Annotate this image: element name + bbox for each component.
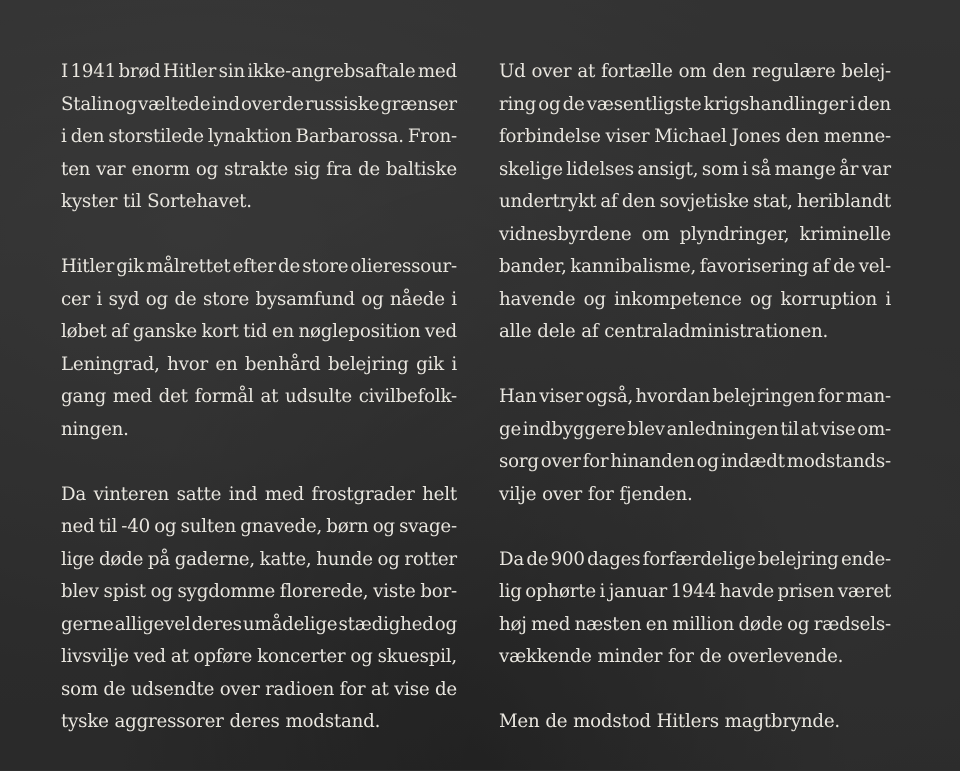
text-line: gang med det formål at udsulte civilbefolk- [61,386,457,407]
text-line: vækkende minder for de overlevende. [499,646,844,667]
text-line: høj med næsten en million døde og rædsels- [499,613,891,635]
text-line: Stalin og væltede ind over de russiske grænser [61,93,457,115]
text-line: ge indbyggere blev anledningen til at vise om- [499,418,891,440]
paragraph [61,251,457,446]
text-line: skelige lidelses ansigt, som i så mange år var [499,158,891,180]
paragraph [499,56,891,349]
text-line: Da de 900 dages forfærdelige belejring ende- [499,548,891,570]
text-line: Leningrad, hvor en benhård belejring gik i [61,353,457,375]
text-line: gerne alligevel deres umådelige stædighed og [61,613,457,635]
text-line: vilje over for fjenden. [499,483,693,505]
text-line: kyster til Sortehavet. [61,191,252,212]
text-line: Men de modstod Hitlers magtbrynde. [499,711,841,732]
text-line: forbindelse viser Michael Jones den menne- [499,126,891,147]
paragraph [61,56,457,219]
text-line: vidnesbyrdene om plyndringer, kriminelle [499,223,891,245]
left-text-column [61,56,457,771]
text-line: ningen. [61,418,129,440]
text-line: som de udsendte over radioen for at vise de [61,678,457,700]
text-line: Da vinteren satte ind med frostgrader helt [61,483,457,505]
text-line: alle dele af centraladministrationen. [499,321,829,342]
paragraph [499,381,891,511]
text-line: I 1941 brød Hitler sin ikke-angrebsaftale med [61,61,457,82]
text-line: Ud over at fortælle om den regulære belej- [499,61,891,82]
paragraph [499,706,891,739]
paragraph [61,479,457,739]
right-text-column [499,56,891,771]
text-line: i den storstilede lynaktion Barbarossa. Fron- [61,126,457,147]
text-line: undertrykt af den sovjetiske stat, heriblandt [499,191,891,212]
text-line: ring og de væsentligste krigshandlinger i den [499,93,891,115]
text-line: Han viser også, hvordan belejringen for man- [499,386,891,407]
text-line: blev spist og sygdomme florerede, viste bor- [61,581,457,602]
text-line: tyske aggressorer deres modstand. [61,711,381,732]
text-line: ten var enorm og strakte sig fra de baltiske [61,158,457,180]
text-line: bander, kannibalisme, favorisering af de vel- [499,256,891,277]
text-line: ned til -40 og sulten gnavede, børn og svage- [61,516,457,537]
text-line: havende og inkompetence og korruption i [499,288,891,310]
text-line: lige døde på gaderne, katte, hunde og rotter [61,548,457,570]
text-line: Hitler gik målrettet efter de store olieressour- [61,256,457,277]
text-line: løbet af ganske kort tid en nøgleposition ved [61,321,457,342]
text-line: lig ophørte i januar 1944 havde prisen været [499,581,891,602]
text-line: sorg over for hinanden og indædt modstands- [499,451,891,472]
paragraph [499,544,891,674]
text-line: livsvilje ved at opføre koncerter og skuespil, [61,646,457,667]
text-line: cer i syd og de store bysamfund og nåede i [61,288,457,310]
